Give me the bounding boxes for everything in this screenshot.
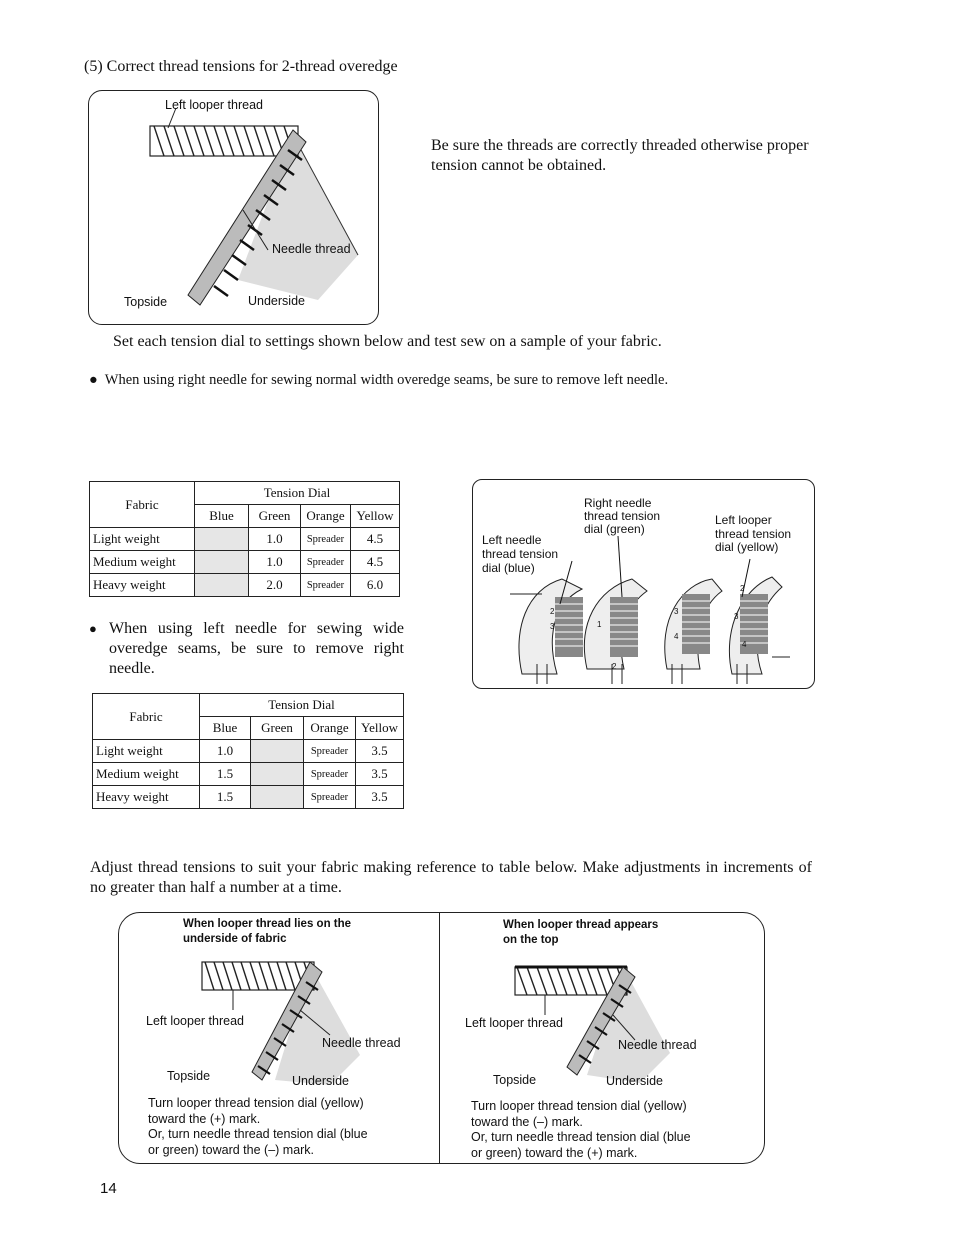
page-number: 14 xyxy=(100,1180,117,1197)
dial-number: 1 xyxy=(597,620,602,629)
panel-left-underside-label: Underside xyxy=(292,1074,349,1088)
left-needle-dial-label: Left needle thread tension dial (blue) xyxy=(482,533,559,575)
tension-dial-header: Tension Dial xyxy=(200,694,404,717)
table-row: Heavy weight 1.5 Spreader 3.5 xyxy=(93,786,404,809)
column-header: Green xyxy=(251,717,304,740)
panel-left-left-looper-label: Left looper thread xyxy=(146,1014,244,1028)
table-row: Light weight 1.0 Spreader 4.5 xyxy=(90,528,400,551)
tension-dial-header: Tension Dial xyxy=(195,482,400,505)
table-row: Medium weight 1.0 Spreader 4.5 xyxy=(90,551,400,574)
panel-left-topside-label: Topside xyxy=(167,1069,211,1083)
panel-right-topside-label: Topside xyxy=(493,1073,537,1087)
panel-left-needle-thread-label: Needle thread xyxy=(322,1036,401,1050)
column-header: Green xyxy=(249,505,301,528)
panel-left-title: When looper thread lies on the underside of fabric xyxy=(183,918,352,945)
dial-number: 4 xyxy=(742,640,747,649)
column-header: Yellow xyxy=(356,717,404,740)
comparison-divider xyxy=(439,912,440,1163)
dial-number: 3 xyxy=(674,607,679,616)
bullet-left-needle-text: When using left needle for sewing wide overedge seams, be sure to remove right needle. xyxy=(109,620,404,677)
panel-left-instructions: Turn looper thread tension dial (yellow) toward the (+) mark. Or, turn needle thread tension dial (blue or green) toward the (–) mark. xyxy=(148,1096,368,1157)
right-needle-dial-label: Right needle thread tension dial (green) xyxy=(584,496,661,536)
panel-right-instructions: Turn looper thread tension dial (yellow) toward the (–) mark. Or, turn needle thread tension dial (blue or green) toward the (+) mark. xyxy=(471,1099,691,1160)
column-header: Orange xyxy=(304,717,356,740)
dial-number: 2 xyxy=(550,607,555,616)
column-header: Blue xyxy=(195,505,249,528)
stitch-diagram xyxy=(88,90,379,326)
panel-right-title: When looper thread appears on the top xyxy=(503,919,659,946)
tension-table-right-needle xyxy=(89,481,400,597)
left-looper-thread-label: Left looper thread xyxy=(165,98,263,112)
dial-number: 4 xyxy=(674,632,679,641)
left-looper-dial-label: Left looper thread tension dial (yellow) xyxy=(715,513,792,554)
intro-note: Be sure the threads are correctly threaded otherwise proper tension cannot be obtained. xyxy=(431,137,809,174)
set-dial-instruction: Set each tension dial to settings shown below and test sew on a sample of your fabric. xyxy=(113,333,662,350)
bullet-right-needle xyxy=(89,372,668,389)
column-header: Orange xyxy=(301,505,351,528)
topside-label: Topside xyxy=(124,295,168,309)
table-row: Heavy weight 2.0 Spreader 6.0 xyxy=(90,574,400,597)
dial-number: 3 xyxy=(550,622,555,631)
table-row: Light weight 1.0 Spreader 3.5 xyxy=(93,740,404,763)
fabric-header: Fabric xyxy=(90,482,195,528)
dial-number: 2 xyxy=(740,584,745,593)
tension-table-left-needle xyxy=(92,693,404,809)
section-heading: (5) Correct thread tensions for 2-thread overedge xyxy=(84,58,398,75)
bullet-icon: ● xyxy=(89,372,98,388)
dial-number: 2 xyxy=(612,662,617,671)
panel-right-underside-label: Underside xyxy=(606,1074,663,1088)
bullet-icon: ● xyxy=(89,621,97,636)
needle-thread-label: Needle thread xyxy=(272,242,351,256)
adjust-instruction: Adjust thread tensions to suit your fabric making reference to table below. Make adjustments in increments of no greater than half a number at a time. xyxy=(90,859,812,896)
table-row: Medium weight 1.5 Spreader 3.5 xyxy=(93,763,404,786)
panel-right-needle-thread-label: Needle thread xyxy=(618,1038,697,1052)
dial-number: 3 xyxy=(734,612,739,621)
fabric-header: Fabric xyxy=(93,694,200,740)
underside-label: Underside xyxy=(248,294,305,308)
bullet-right-needle-text: When using right needle for sewing normal width overedge seams, be sure to remove left needle. xyxy=(104,372,669,388)
column-header: Yellow xyxy=(351,505,400,528)
bullet-left-needle xyxy=(89,619,404,679)
column-header: Blue xyxy=(200,717,251,740)
panel-right-left-looper-label: Left looper thread xyxy=(465,1016,563,1030)
